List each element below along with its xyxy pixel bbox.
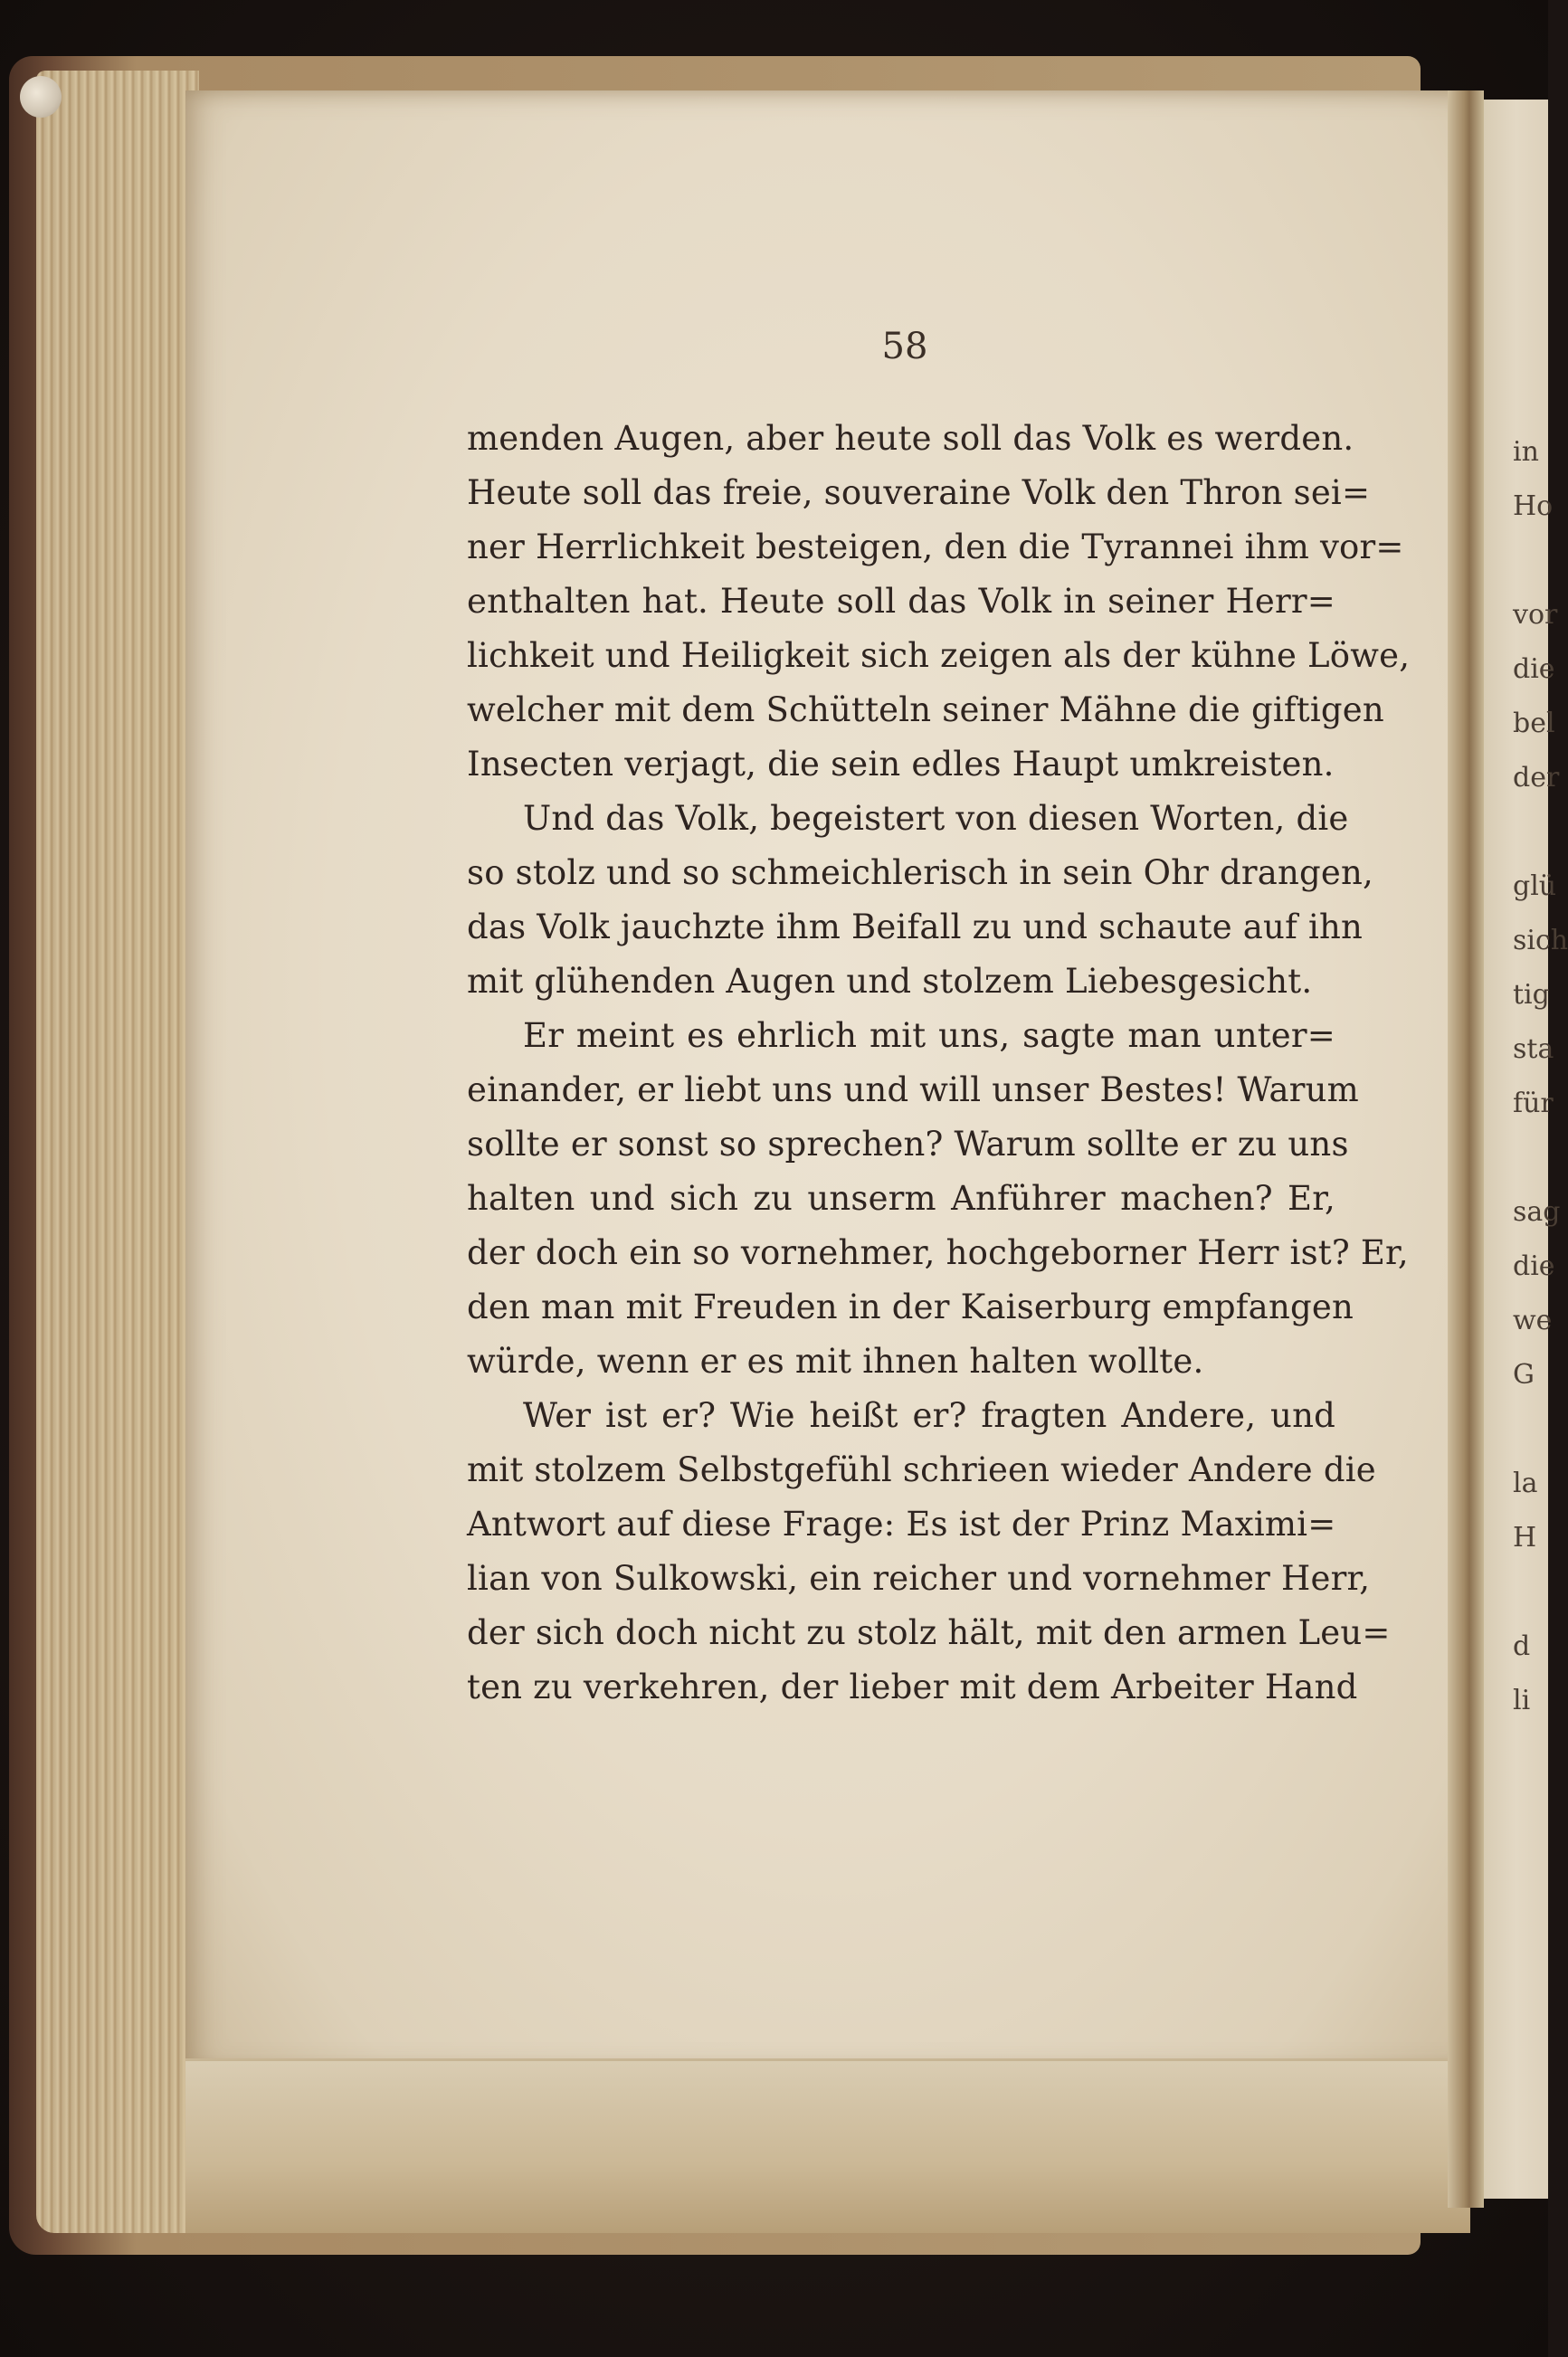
text-line: einander, er liebt uns und will unser Bestes! Warum — [467, 1070, 1359, 1109]
text-line: sollte er sonst so sprechen? Warum sollte er zu uns — [467, 1125, 1349, 1164]
text-line: Insecten verjagt, die sein edles Haupt umkreisten. — [467, 745, 1335, 784]
fragment: G — [1513, 1359, 1535, 1391]
fragment — [1513, 1565, 1549, 1620]
fragment — [1513, 1402, 1549, 1457]
fragment: d — [1513, 1630, 1531, 1662]
fragment — [1513, 805, 1549, 860]
page-bottom-margin — [185, 2058, 1470, 2233]
text-line: Und das Volk, begeistert von diesen Worten, die — [523, 799, 1349, 838]
page-number: 58 — [881, 326, 928, 367]
page-edges — [36, 71, 199, 2233]
fragment: Ho — [1513, 490, 1554, 522]
fragment: bel — [1513, 708, 1555, 739]
book-gutter — [1448, 90, 1484, 2208]
fragment: der — [1513, 762, 1560, 794]
fragment: tig — [1513, 979, 1550, 1011]
text-line: ten zu verkehren, der lieber mit dem Arbeiter Hand — [467, 1668, 1358, 1706]
text-line: würde, wenn er es mit ihnen halten wollte. — [467, 1342, 1204, 1381]
body-text — [467, 412, 1411, 1715]
fragment: we — [1513, 1305, 1553, 1336]
fragment: vor — [1513, 599, 1558, 631]
text-line: Antwort auf diese Frage: Es ist der Prinz Maximi= — [467, 1505, 1336, 1544]
text-line: so stolz und so schmeichlerisch in sein Ohr drangen, — [467, 853, 1374, 892]
text-line: mit glühenden Augen und stolzem Liebesgesicht. — [467, 962, 1313, 1001]
fragment: die — [1513, 1250, 1555, 1282]
next-page-text-fragments — [1513, 425, 1568, 1728]
fragment: H — [1513, 1522, 1537, 1554]
pin-icon — [20, 76, 62, 118]
text-line: menden Augen, aber heute soll das Volk es werden. — [467, 419, 1354, 458]
fragment: glü — [1513, 870, 1557, 902]
text-line: enthalten hat. Heute soll das Volk in seiner Herr= — [467, 582, 1335, 621]
text-line: welcher mit dem Schütteln seiner Mähne die giftigen — [467, 690, 1384, 729]
fragment: la — [1513, 1468, 1538, 1499]
text-line: lian von Sulkowski, ein reicher und vornehmer Herr, — [467, 1559, 1371, 1598]
fragment: sta — [1513, 1033, 1554, 1065]
text-line: der doch ein so vornehmer, hochgeborner Herr ist? Er, — [467, 1233, 1409, 1272]
fragment — [1513, 1131, 1549, 1185]
text-line: mit stolzem Selbstgefühl schrieen wieder Andere die — [467, 1450, 1376, 1489]
text-line: ner Herrlichkeit besteigen, den die Tyrannei ihm vor= — [467, 527, 1404, 566]
fragment: in — [1513, 436, 1539, 468]
fragment: für — [1513, 1088, 1554, 1119]
text-line: der sich doch nicht zu stolz hält, mit den armen Leu= — [467, 1613, 1391, 1652]
text-line: das Volk jauchzte ihm Beifall zu und schaute auf ihn — [467, 908, 1364, 946]
text-line: Wer ist er? Wie heißt er? fragten Andere, und — [523, 1396, 1335, 1435]
text-line: halten und sich zu unserm Anführer machen? Er, — [467, 1179, 1335, 1218]
fragment — [1513, 534, 1549, 588]
fragment: li — [1513, 1685, 1531, 1716]
text-line: Heute soll das freie, souveraine Volk den Thron sei= — [467, 473, 1371, 512]
fragment: die — [1513, 653, 1555, 685]
text-line: lichkeit und Heiligkeit sich zeigen als der kühne Löwe, — [467, 636, 1411, 675]
text-line: den man mit Freuden in der Kaiserburg empfangen — [467, 1288, 1354, 1326]
text-line: Er meint es ehrlich mit uns, sagte man unter= — [523, 1016, 1335, 1055]
fragment: sich — [1513, 925, 1568, 956]
fragment: sag — [1513, 1196, 1561, 1228]
